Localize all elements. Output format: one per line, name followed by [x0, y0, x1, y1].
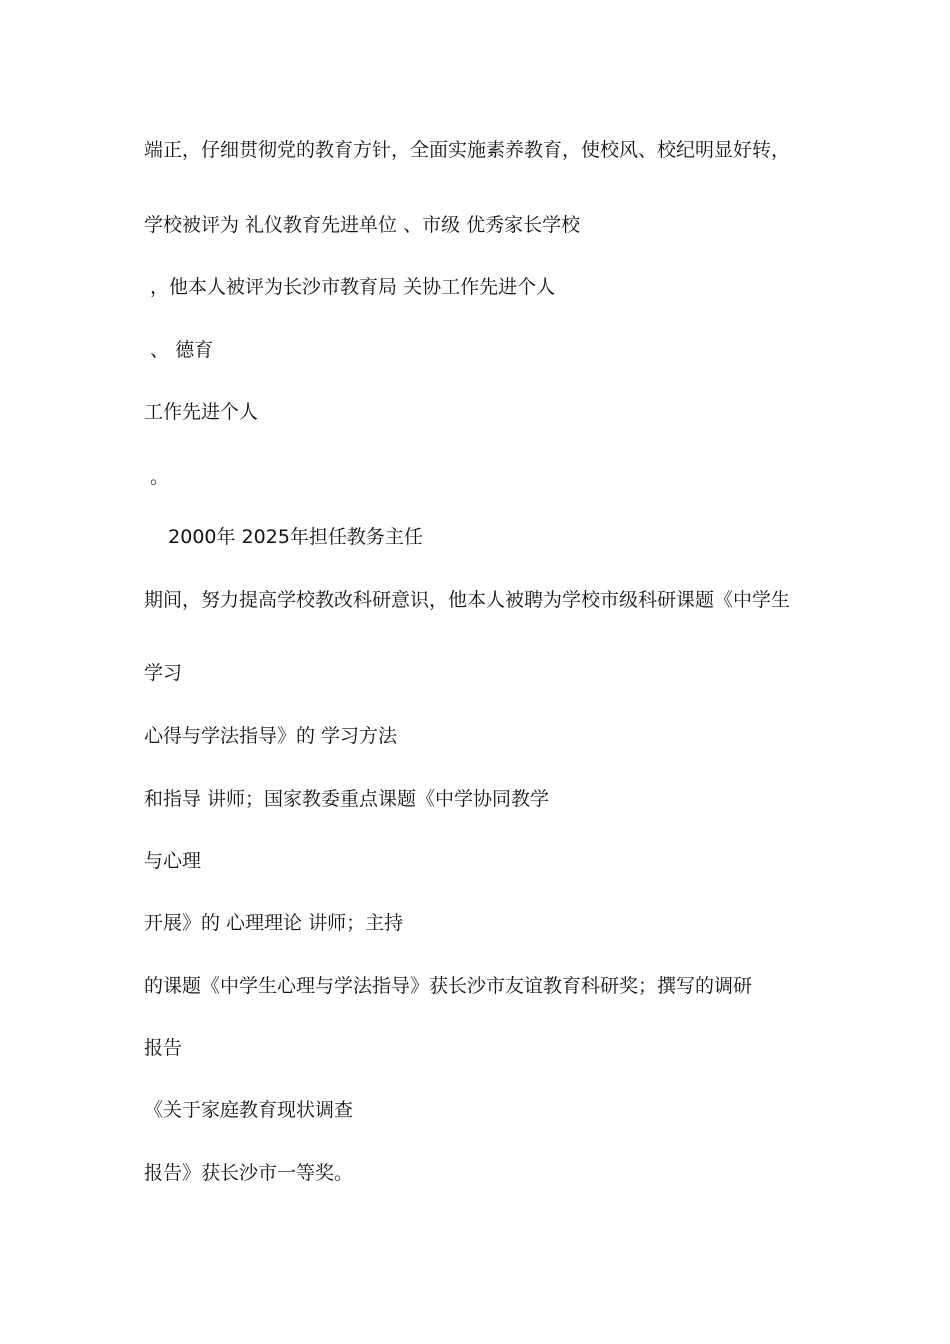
text-line-15: 报告 [144, 1037, 183, 1059]
text-line-7: 2000年 2025年担任教务主任 [144, 526, 423, 548]
text-line-12: 与心理 [144, 850, 202, 872]
text-line-1: 端正，仔细贯彻党的教育方针，全面实施素养教育，使校风、校纪明显好转， [144, 139, 791, 161]
text-line-13: 开展》的 心理理论 讲师；主持 [144, 912, 404, 934]
text-line-3: ，他本人被评为长沙市教育局 关协工作先进个人 [144, 276, 556, 298]
text-line-11: 和指导 讲师；国家教委重点课题《中学协同教学 [144, 788, 550, 810]
text-line-8: 期间，努力提高学校教改科研意识，他本人被聘为学校市级科研课题《中学生 [144, 589, 791, 611]
text-line-4: 、 德育 [144, 339, 214, 361]
text-line-6: 。 [144, 466, 170, 488]
text-line-17: 报告》获长沙市一等奖。 [144, 1162, 354, 1184]
text-line-2: 学校被评为 礼仪教育先进单位 、市级 优秀家长学校 [144, 214, 581, 236]
text-line-14: 的课题《中学生心理与学法指导》获长沙市友谊教育科研奖；撰写的调研 [144, 975, 753, 997]
text-line-10: 心得与学法指导》的 学习方法 [144, 725, 398, 747]
text-line-16: 《关于家庭教育现状调查 [144, 1099, 354, 1121]
text-line-5: 工作先进个人 [144, 401, 259, 423]
text-line-9: 学习 [144, 662, 183, 684]
